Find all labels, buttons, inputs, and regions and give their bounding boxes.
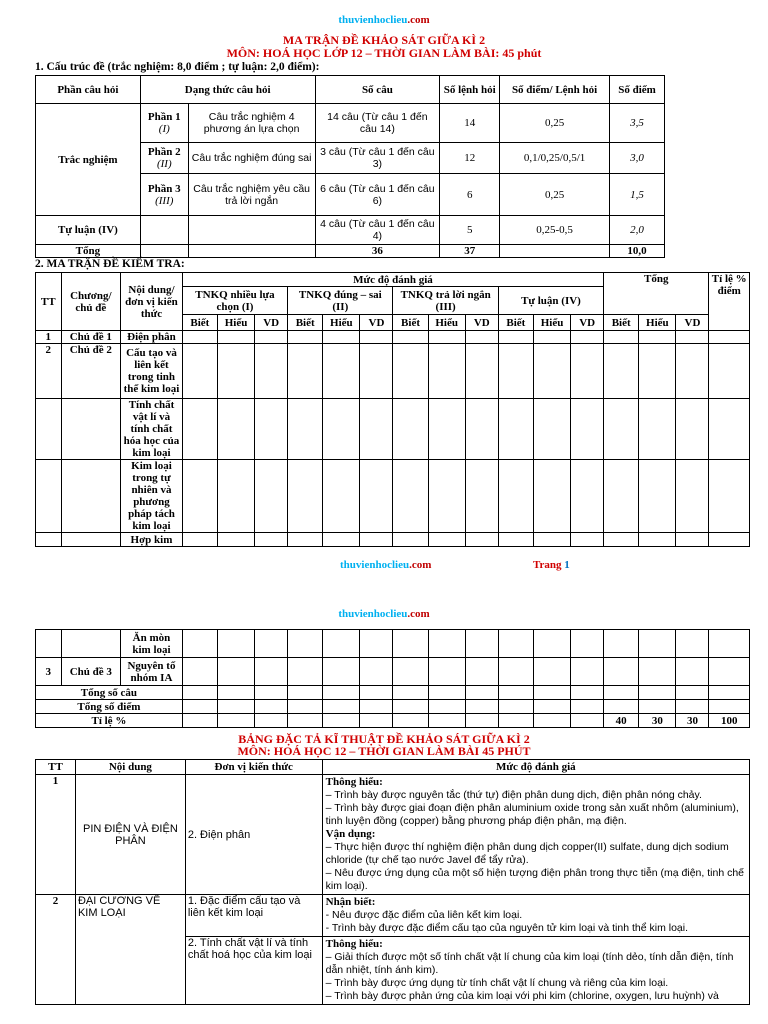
per-command: 0,25 [500, 174, 610, 216]
spec-topic: ĐẠI CƯƠNG VỀ KIM LOẠI [75, 895, 185, 1005]
th-vd: VD [571, 315, 604, 331]
table-row [36, 399, 750, 460]
part-roman: (II) [156, 158, 172, 170]
th-hieu: Hiểu [217, 315, 254, 331]
page-number [533, 559, 570, 571]
question-count: 14 câu (Từ câu 1 đến câu 14) [315, 104, 440, 143]
part-label: Phần 1 [147, 111, 181, 123]
desc-line: tinh luyện đồng (copper) bằng phương pháp điện phân, mạ điện. [325, 815, 627, 827]
th-per: Số điểm/ Lệnh hỏi [500, 76, 610, 104]
th-biet: Biết [288, 315, 323, 331]
desc-line: – Trình bày được giai đoạn điện phân aluminium oxide trong sản xuất nhôm (aluminium), [325, 802, 739, 814]
question-type: Câu trắc nghiệm yêu cầu trả lời ngắn [188, 174, 315, 216]
row-content: Tính chất vật lí và tính chất hóa học của kim loại [121, 399, 183, 460]
row-tt: 3 [36, 658, 62, 686]
th-group-2: TNKQ đúng – sai (II) [288, 287, 393, 315]
score: 3,0 [610, 143, 665, 174]
score: 1,5 [610, 174, 665, 216]
row-tt: 1 [36, 331, 62, 344]
matrix-table [35, 272, 750, 547]
row-chapter: Chủ đề 2 [61, 344, 121, 399]
table-row [36, 216, 665, 245]
site-domain: .com [407, 608, 430, 620]
site-name: thuvienhoclieu [338, 608, 408, 620]
essay-label: Tự luận (IV) [36, 216, 141, 245]
th-type: Dạng thức câu hỏi [140, 76, 315, 104]
question-count: 3 câu (Từ câu 1 đến câu 3) [315, 143, 440, 174]
spec-th-unit: Đơn vị kiến thức [185, 760, 322, 775]
th-total: Tổng [604, 273, 709, 315]
table-row [36, 895, 750, 937]
sum-questions-label: Tổng số câu [36, 686, 183, 700]
total-label: Tổng [36, 245, 141, 258]
page-title: MA TRẬN ĐỀ KHẢO SÁT GIỮA KÌ 2 [282, 33, 486, 47]
th-commands: Số lệnh hỏi [440, 76, 500, 104]
section2-heading: 2. MA TRẬN ĐỀ KIỂM TRA: [35, 258, 185, 270]
total-count: 36 [315, 245, 440, 258]
th-content: Nội dung/đơn vị kiến thức [121, 273, 183, 331]
question-count: 4 câu (Từ câu 1 đến câu 4) [315, 216, 440, 245]
page-num: 1 [564, 559, 570, 571]
site-watermark-page2 [0, 608, 768, 620]
th-chapter: Chương/ chủ đề [61, 273, 121, 331]
table-row [36, 775, 750, 895]
level-head: Vận dụng: [325, 828, 376, 840]
ratio-total: 100 [709, 714, 750, 728]
row-chapter: Chủ đề 1 [61, 331, 121, 344]
th-biet: Biết [182, 315, 217, 331]
ratio-hieu: 30 [639, 714, 676, 728]
site-domain: .com [407, 14, 430, 26]
desc-line: - Trình bày được đặc điểm cấu tạo của nguyên tử kim loại và tinh thể kim loại. [325, 922, 688, 934]
part-label: Phần 3 [147, 182, 181, 195]
spec-unit: 2. Điện phân [185, 775, 322, 895]
th-group-4: Tự luận (IV) [498, 287, 603, 315]
spec-tt: 1 [36, 775, 76, 895]
part-label: Phần 2 [147, 146, 181, 158]
spec-tt: 2 [36, 895, 76, 1005]
table-row [36, 460, 750, 533]
level-head: Nhận biết: [325, 896, 376, 908]
th-score: Số điểm [610, 76, 665, 104]
total-commands: 37 [440, 245, 500, 258]
spec-th-level: Mức độ đánh giá [322, 760, 749, 775]
table-row [36, 331, 750, 344]
structure-table [35, 75, 665, 258]
site-watermark-top [0, 14, 768, 26]
matrix-table-continued [35, 629, 750, 728]
per-command: 0,25-0,5 [500, 216, 610, 245]
level-head: Thông hiểu: [325, 776, 383, 788]
question-type: Câu trắc nghiệm 4 phương án lựa chọn [188, 104, 315, 143]
page-label: Trang [533, 559, 562, 571]
ratio-vd: 30 [676, 714, 709, 728]
spec-th-topic: Nội dung [75, 760, 185, 775]
sum-points-label: Tổng số điểm [36, 700, 183, 714]
spec-table [35, 759, 750, 1005]
part-roman: (III) [155, 194, 174, 207]
question-count: 6 câu (Từ câu 1 đến câu 6) [315, 174, 440, 216]
table-row [36, 344, 750, 399]
th-hieu: Hiểu [639, 315, 676, 331]
th-biet: Biết [604, 315, 639, 331]
th-vd: VD [465, 315, 498, 331]
th-biet: Biết [498, 315, 533, 331]
spec-desc [322, 937, 749, 1005]
site-domain: .com [409, 559, 432, 571]
spec-unit: 1. Đặc điểm cấu tạo và liên kết kim loại [185, 895, 322, 937]
th-ratio: Tỉ lệ % điểm [709, 273, 750, 331]
th-hieu: Hiểu [533, 315, 570, 331]
desc-line: – Giải thích được một số tính chất vật lí chung của kim loại (tính dẻo, tính dẫn điện, tính dẫn nhiệt, tính ánh kim). [325, 951, 734, 976]
row-content: Điện phân [121, 331, 183, 344]
per-command: 0,1/0,25/0,5/1 [500, 143, 610, 174]
spec-desc [322, 775, 749, 895]
level-head: Thông hiểu: [325, 938, 383, 950]
part-roman: (I) [158, 123, 170, 135]
spec-desc [322, 895, 749, 937]
table-row [36, 533, 750, 547]
site-name: thuvienhoclieu [338, 14, 408, 26]
ratio-label: Tỉ lệ % [36, 714, 183, 728]
row-content: Kim loại trong tự nhiên và phương pháp tách kim loại [121, 460, 183, 533]
ratio-biet: 40 [604, 714, 639, 728]
spec-unit: 2. Tính chất vật lí và tính chất hoá học của kim loại [185, 937, 322, 1005]
score: 2,0 [610, 216, 665, 245]
row-content: Ăn mòn kim loại [121, 630, 183, 658]
th-hieu: Hiểu [323, 315, 360, 331]
desc-line: – Thực hiện được thí nghiệm điện phân dung dịch copper(II) sulfate, dung dịch sodium chloride (tự chế tạo nước Javel để tẩy rửa). [325, 841, 729, 866]
row-content: Nguyên tố nhóm IA [121, 658, 183, 686]
desc-line: – Nêu được ứng dụng của một số hiện tượng điện phân trong thực tiễn (mạ điện, tinh chế kim loại). [325, 867, 745, 892]
row-tt: 2 [36, 344, 62, 399]
spec-subtitle: MÔN: HOÁ HỌC 12 – THỜI GIAN LÀM BÀI 45 PHÚT [237, 744, 531, 758]
th-level: Mức độ đánh giá [182, 273, 603, 287]
table-row [36, 104, 665, 143]
group-tn: Trắc nghiệm [36, 104, 141, 216]
per-command: 0,25 [500, 104, 610, 143]
spec-title: BẢNG ĐẶC TẢ KĨ THUẬT ĐỀ KHẢO SÁT GIỮA KÌ 2 [238, 732, 530, 746]
th-biet: Biết [393, 315, 428, 331]
command-count: 14 [440, 104, 500, 143]
th-count: Số câu [315, 76, 440, 104]
row-chapter: Chủ đề 3 [61, 658, 121, 686]
th-group-1: TNKQ nhiều lựa chọn (I) [182, 287, 287, 315]
table-row [36, 658, 750, 686]
total-score: 10,0 [610, 245, 665, 258]
th-vd: VD [255, 315, 288, 331]
score: 3,5 [610, 104, 665, 143]
spec-th-tt: TT [36, 760, 76, 775]
desc-line: – Trình bày được phản ứng của kim loại với phi kim (chlorine, oxygen, lưu huỳnh) và [325, 990, 719, 1002]
spec-topic: PIN ĐIỆN VÀ ĐIỆN PHÂN [75, 775, 185, 895]
th-part: Phần câu hỏi [36, 76, 141, 104]
command-count: 12 [440, 143, 500, 174]
page-subtitle: MÔN: HOÁ HỌC LỚP 12 – THỜI GIAN LÀM BÀI: 45 phút [226, 46, 542, 60]
command-count: 5 [440, 216, 500, 245]
command-count: 6 [440, 174, 500, 216]
sum-points-row [36, 700, 750, 714]
section1-heading: 1. Cấu trúc đề (trắc nghiệm: 8,0 điểm ; tự luận: 2,0 điểm): [35, 61, 320, 73]
th-vd: VD [676, 315, 709, 331]
th-tt: TT [36, 273, 62, 331]
site-name: thuvienhoclieu [340, 559, 410, 571]
ratio-row [36, 714, 750, 728]
desc-line: – Trình bày được ứng dụng từ tính chất vật lí chung và riêng của kim loại. [325, 977, 669, 989]
row-content: Hợp kim [121, 533, 183, 547]
table-row [36, 630, 750, 658]
site-watermark-footer [340, 559, 431, 571]
sum-questions-row [36, 686, 750, 700]
total-row [36, 245, 665, 258]
desc-line: – Trình bày được nguyên tắc (thứ tự) điện phân dung dịch, điện phân nóng chảy. [325, 789, 702, 801]
th-group-3: TNKQ trả lời ngắn (III) [393, 287, 498, 315]
th-vd: VD [360, 315, 393, 331]
desc-line: - Nêu được đặc điểm của liên kết kim loại. [325, 909, 523, 921]
row-content: Cấu tạo và liên kết trong tinh thể kim loại [121, 344, 183, 399]
question-type: Câu trắc nghiệm đúng sai [188, 143, 315, 174]
th-hieu: Hiểu [428, 315, 465, 331]
